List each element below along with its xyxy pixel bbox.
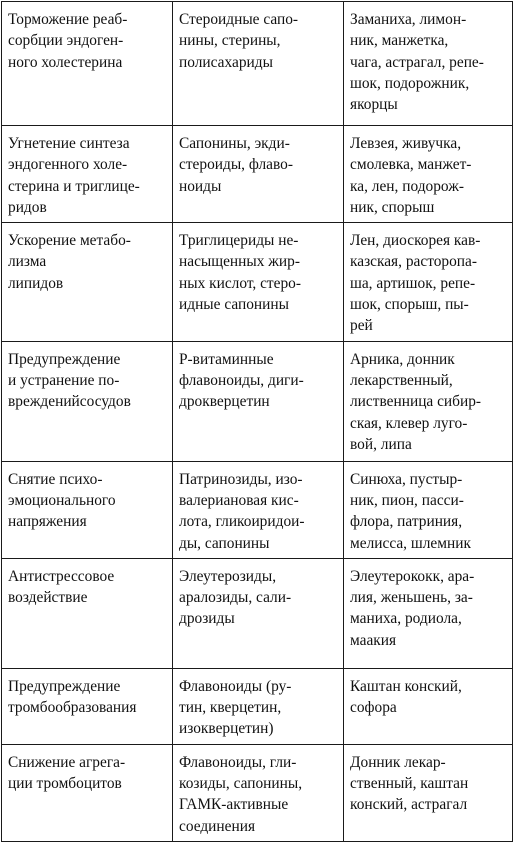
- effect-cell: [2, 2, 173, 126]
- effect-text: Снятие психо- эмоционального напряжения: [8, 470, 116, 531]
- substances-text: Стероидные сапо- нины, стерины, полисахариды: [179, 11, 299, 71]
- effect-cell: [2, 341, 173, 461]
- substances-cell: [173, 341, 344, 461]
- plants-text: Каштан конский, софора: [350, 677, 462, 717]
- effect-cell: [2, 223, 173, 341]
- effect-text: Антистрессовое воздействие: [8, 567, 115, 607]
- table-row: [2, 668, 513, 744]
- plants-text: Левзея, живучка, смолевка, манжет- ка, лен, подорож- ник, спорыш: [350, 135, 472, 216]
- effect-text: Предупреждение и устранение по- врежденийсосудов: [8, 350, 131, 411]
- substances-text: Триглицериды не- насыщенных жир- ных кислот, стеро- идные сапонины: [179, 232, 302, 314]
- plants-cell: [344, 558, 513, 668]
- effect-cell: [2, 461, 173, 558]
- plants-cell: [344, 461, 513, 558]
- plants-text: Заманиха, лимон- ник, манжетка, чага, астрагал, репе- шок, подорожник, якорцы: [350, 11, 484, 114]
- table-row: [2, 461, 513, 558]
- effect-text: Торможение реаб- сорбции эндоген- ного холестерина: [8, 11, 128, 71]
- plant-effects-table: [1, 1, 513, 842]
- effect-cell: [2, 744, 173, 841]
- substances-text: Р-витаминные флавоноиды, диги- дрокверцетин: [179, 350, 304, 411]
- plants-text: Донник лекар- ственный, каштан конский, астрагал: [350, 753, 469, 814]
- plants-cell: [344, 341, 513, 461]
- substances-cell: [173, 744, 344, 841]
- substances-text: Флавоноиды (ру- тин, кверцетин, изокверцетин): [179, 677, 292, 738]
- table-body: [2, 2, 513, 842]
- effect-text: Ускорение метабо- лизма липидов: [8, 232, 131, 292]
- substances-text: Флавоноиды, гли- козиды, сапонины, ГАМК-активные соединения: [179, 753, 303, 835]
- table-row: [2, 2, 513, 126]
- plants-cell: [344, 223, 513, 341]
- plants-cell: [344, 2, 513, 126]
- table-row: [2, 744, 513, 841]
- substances-text: Патринозиды, изо- валериановая кис- лота, гликоиридои- ды, сапонины: [179, 470, 305, 552]
- plants-cell: [344, 126, 513, 223]
- substances-cell: [173, 558, 344, 668]
- effect-cell: [2, 558, 173, 668]
- plants-text: Элеутерококк, ара- лия, женьшень, за- маниха, родиола, маакия: [350, 567, 475, 649]
- substances-cell: [173, 223, 344, 341]
- table-row: [2, 558, 513, 668]
- plants-cell: [344, 668, 513, 744]
- table-row: [2, 341, 513, 461]
- plants-text: Арника, донник лекарственный, лиственница сибир- ская, клевер луго- вой, липа: [350, 350, 482, 453]
- substances-text: Элеутерозиды, аралозиды, сали- дрозиды: [179, 567, 292, 628]
- plants-cell: [344, 744, 513, 841]
- effect-text: Предупреждение тромбообразования: [8, 677, 137, 717]
- plants-text: Лен, диоскорея кав- казская, расторопа- ша, артишок, репе- шок, спорыш, пы- рей: [350, 232, 481, 335]
- substances-cell: [173, 126, 344, 223]
- effect-text: Снижение агрега- ции тромбоцитов: [8, 753, 126, 793]
- plants-text: Синюха, пустыр- ник, пион, пасси- флора, патриния, мелисса, шлемник: [350, 470, 471, 552]
- substances-cell: [173, 668, 344, 744]
- effect-cell: [2, 668, 173, 744]
- table-row: [2, 126, 513, 223]
- effect-text: Угнетение синтеза эндогенного холе- стерина и триглице- ридов: [8, 135, 140, 216]
- substances-cell: [173, 2, 344, 126]
- substances-text: Сапонины, экди- стероиды, флаво- ноиды: [179, 135, 293, 195]
- substances-cell: [173, 461, 344, 558]
- table-row: [2, 223, 513, 341]
- effect-cell: [2, 126, 173, 223]
